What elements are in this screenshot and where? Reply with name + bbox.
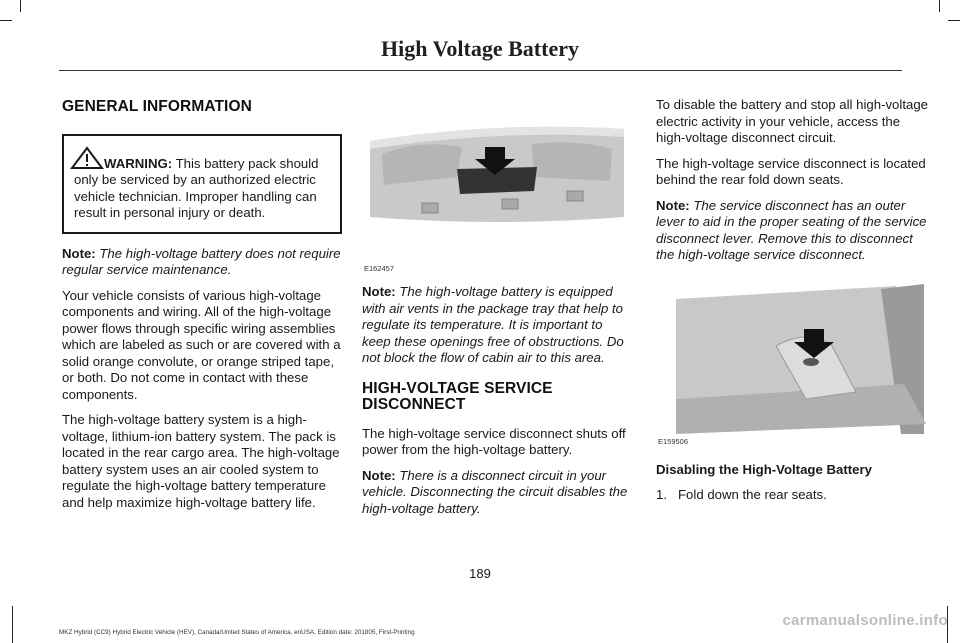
- crop-mark: [939, 0, 940, 12]
- note-label: Note:: [656, 197, 690, 213]
- figure-code: E162457: [364, 264, 395, 273]
- note-text: The service disconnect has an outer lever to aid in the proper seating of the service disconnect lever. Remove this to disconnect the high-voltage service disconnect.: [656, 197, 927, 262]
- body-paragraph: Your vehicle consists of various high-voltage components and wiring. All of the high-voltage power flows through specific wiring assemblies which are labeled as such or are covered with a solid orange convolute, or orange striped tape, or both. Do not come in contact with these components.: [62, 287, 341, 402]
- crop-mark: [12, 606, 13, 643]
- page-header-title: High Voltage Battery: [381, 36, 579, 61]
- note-paragraph: [362, 468, 632, 518]
- step-number: 1.: [656, 487, 667, 502]
- package-tray-illustration: [362, 99, 632, 259]
- note-label: Note:: [362, 467, 396, 483]
- column-middle: [362, 99, 632, 526]
- note-label: Note:: [62, 245, 96, 261]
- header-rule: [59, 70, 902, 71]
- note-text: The high-voltage battery does not require regular service maintenance.: [62, 245, 341, 277]
- watermark: carmanualsonline.info: [782, 612, 948, 629]
- note-paragraph: [362, 284, 632, 367]
- note-label: Note:: [362, 284, 396, 299]
- crop-mark: [948, 20, 960, 21]
- section-heading-service-disconnect: HIGH-VOLTAGE SERVICE DISCONNECT: [362, 379, 553, 413]
- figure-code: E159506: [658, 436, 689, 446]
- body-paragraph: The high-voltage battery system is a high-voltage, lithium-ion battery system. The pack is located in the rear cargo area. The high-voltage battery system uses an air cooled system to regulate the high-voltage battery temperature and help maximize high-voltage battery life.: [62, 412, 340, 510]
- warning-icon: [70, 146, 104, 170]
- body-paragraph: The high-voltage service disconnect is located behind the rear fold down seats.: [656, 155, 926, 187]
- body-paragraph: The high-voltage service disconnect shuts off power from the high-voltage battery.: [362, 425, 626, 457]
- note-paragraph: [656, 198, 928, 264]
- subheading-disabling: Disabling the High-Voltage Battery: [656, 461, 872, 477]
- crop-mark: [20, 0, 21, 12]
- warning-label: WARNING:: [104, 155, 173, 171]
- note-paragraph: [62, 246, 342, 279]
- crop-mark: [0, 20, 12, 21]
- package-tray-figure: [362, 99, 632, 274]
- note-text: There is a disconnect circuit in your vehicle. Disconnecting the circuit disables the high-voltage battery.: [362, 467, 628, 516]
- page-number: 189: [469, 566, 491, 581]
- note-text: The high-voltage battery is equipped with air vents in the package tray that help to regulate its temperature. It is important to keep these openings free of obstructions. Do not block the flow of cabin air to this area.: [362, 284, 624, 365]
- column-right: [656, 97, 928, 513]
- step-item: [656, 487, 928, 504]
- column-left: [62, 99, 342, 520]
- step-text: Fold down the rear seats.: [678, 487, 827, 502]
- service-disconnect-figure: [656, 274, 928, 452]
- section-heading-general-information: GENERAL INFORMATION: [62, 98, 252, 115]
- warning-box: [62, 134, 342, 234]
- warning-text: This battery pack should only be serviced by an authorized electric vehicle technician. Improper handling can result in personal injury or death.: [74, 155, 319, 220]
- body-paragraph: To disable the battery and stop all high-voltage electric activity in your vehicle, access the high-voltage disconnect circuit.: [656, 97, 928, 145]
- service-disconnect-illustration: [656, 274, 928, 434]
- footer-text: MKZ Hybrid (CC9) Hybrid Electric Vehicle (HEV), Canada/United States of America, enUSA, Edition date: 201805, First-Printing: [59, 629, 415, 636]
